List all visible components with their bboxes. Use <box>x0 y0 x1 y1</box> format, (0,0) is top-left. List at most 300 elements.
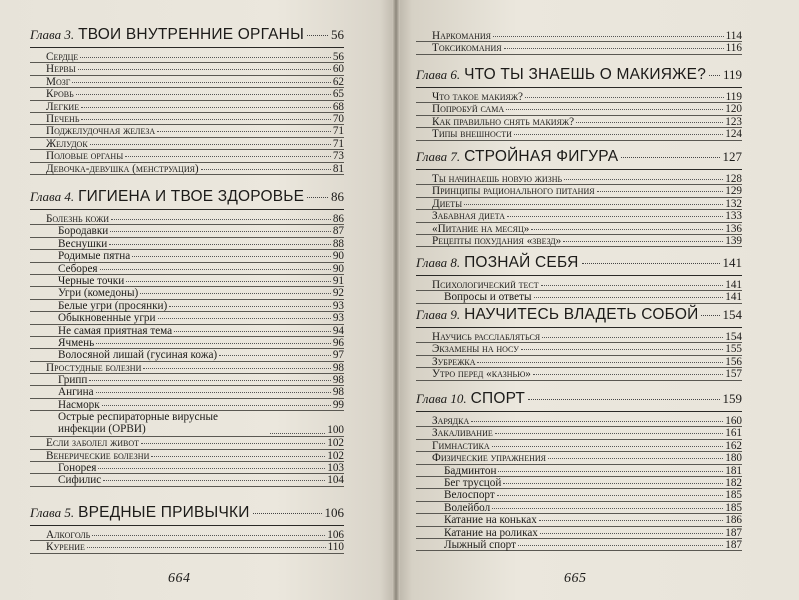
dot-leader <box>90 144 331 145</box>
toc-entry-page: 86 <box>332 213 344 225</box>
toc-entry <box>30 138 344 150</box>
dot-leader <box>540 533 723 534</box>
toc-entry-page: 92 <box>332 287 344 300</box>
toc-entry <box>416 185 742 197</box>
toc-entry-label: Желудок <box>46 137 88 150</box>
toc-entry-page: 132 <box>725 197 742 210</box>
dot-leader <box>80 57 330 58</box>
toc-entry-label: Физические упражнения <box>432 452 546 465</box>
toc-entry <box>30 101 344 113</box>
toc-entry-page: 133 <box>725 210 742 223</box>
chapter-block <box>30 26 344 175</box>
chapter-prefix: Глава 7. <box>416 149 461 164</box>
toc-entry-label: Лыжный спорт <box>444 538 517 551</box>
toc-entry-label: Нервы <box>46 63 76 76</box>
left-page <box>0 0 396 600</box>
toc-entry <box>416 539 742 551</box>
dot-leader <box>102 405 331 406</box>
toc-entry-page: 120 <box>725 103 742 116</box>
toc-entry-label: Насморк <box>58 398 100 411</box>
dot-leader <box>701 315 719 316</box>
toc-entry-label: Алкоголь <box>46 529 91 541</box>
toc-entry-page: 87 <box>332 225 344 238</box>
toc-entry <box>30 88 344 100</box>
dot-leader <box>477 362 723 363</box>
chapter-heading <box>30 188 344 210</box>
dot-leader <box>307 35 328 36</box>
chapter-block <box>30 188 344 487</box>
toc-entry-page: 139 <box>725 234 742 247</box>
left-page-number: 664 <box>168 571 191 586</box>
toc-entry <box>416 235 742 247</box>
toc-entry-page: 114 <box>725 30 742 42</box>
toc-entry-page: 60 <box>332 63 344 76</box>
toc-entry-page: 124 <box>725 128 742 141</box>
toc-entry-label: Сифилис <box>58 474 102 487</box>
toc-entry-page: 128 <box>725 173 742 185</box>
toc-entry-page: 141 <box>725 291 742 304</box>
dot-leader <box>495 433 723 434</box>
toc-entry <box>416 291 742 303</box>
toc-entry-label: Утро перед «казнью» <box>432 368 531 381</box>
toc-entry <box>416 440 742 452</box>
toc-entry-label: Острые респираторные вирусные инфекции (ОРВИ) <box>58 411 218 436</box>
chapter-page: 159 <box>722 391 742 406</box>
toc-entry-page: 104 <box>327 474 344 487</box>
toc-entry <box>416 198 742 210</box>
dot-leader <box>143 368 330 369</box>
toc-entry-label: Наркомания <box>432 30 492 42</box>
toc-entry-label: Рецепты похудания «звезд» <box>432 234 562 247</box>
toc-entry-label: Принципы рационального питания <box>432 185 595 198</box>
chapter-heading <box>416 148 742 170</box>
toc-entry-page: 90 <box>332 262 344 275</box>
toc-entry-page: 129 <box>725 185 742 198</box>
toc-entry <box>30 287 344 299</box>
toc-entry <box>30 411 344 437</box>
toc-entry <box>30 300 344 312</box>
dot-leader <box>96 392 331 393</box>
dot-leader <box>140 293 331 294</box>
dot-leader <box>307 197 328 198</box>
chapter-block <box>30 504 344 554</box>
toc-entry <box>416 368 742 380</box>
dot-leader <box>270 433 325 434</box>
toc-entry-page: 187 <box>725 538 742 551</box>
toc-entry <box>30 399 344 411</box>
dot-leader <box>169 306 331 307</box>
toc-entry <box>30 337 344 349</box>
chapter-prefix: Глава 6. <box>416 67 461 82</box>
right-page <box>396 0 799 600</box>
chapter-heading <box>416 66 742 88</box>
toc-entry <box>416 465 742 477</box>
toc-entry <box>30 76 344 88</box>
dot-leader <box>534 297 724 298</box>
toc-entry-label: Типы внешности <box>432 128 512 141</box>
chapter-prefix: Глава 4. <box>30 189 75 204</box>
chapter-heading <box>30 26 344 48</box>
toc-entry-page: 88 <box>332 237 344 250</box>
toc-entry-page: 161 <box>725 427 742 440</box>
toc-entry-label: Ячмень <box>58 336 95 349</box>
toc-entry <box>30 450 344 462</box>
toc-entry-page: 93 <box>332 299 344 312</box>
chapter-prefix: Глава 5. <box>30 505 75 520</box>
toc-entry <box>30 263 344 275</box>
chapter-block <box>416 148 742 247</box>
chapter-title: ТВОИ ВНУТРЕННИЕ ОРГАНЫ <box>78 26 304 43</box>
toc-entry <box>30 51 344 63</box>
toc-entry-page: 102 <box>327 437 344 450</box>
toc-entry <box>30 113 344 125</box>
toc-entry <box>30 349 344 361</box>
toc-entry-page: 156 <box>725 355 742 368</box>
toc-entry <box>30 325 344 337</box>
dot-leader <box>92 535 325 536</box>
dot-leader <box>219 355 331 356</box>
dot-leader <box>110 231 331 232</box>
chapter-title: ВРЕДНЫЕ ПРИВЫЧКИ <box>78 504 250 521</box>
chapter-title: ПОЗНАЙ СЕБЯ <box>464 254 579 271</box>
toc-entry-page: 100 <box>327 423 344 436</box>
chapter-title: СПОРТ <box>470 390 526 407</box>
toc-entry <box>30 312 344 324</box>
toc-entry <box>30 474 344 486</box>
toc-entry-label: Угри (комедоны) <box>58 287 139 300</box>
toc-entry-page: 180 <box>725 452 742 465</box>
dot-leader <box>253 513 322 514</box>
toc-entry-page: 62 <box>332 75 344 88</box>
toc-entry-label: Катание на коньках <box>444 514 537 527</box>
toc-entry-label: Белые угри (просянки) <box>58 299 168 312</box>
chapter-block <box>416 390 742 551</box>
dot-leader <box>597 191 724 192</box>
toc-entry <box>416 116 742 128</box>
chapter-title: ГИГИЕНА И ТВОЕ ЗДОРОВЬЕ <box>78 188 305 205</box>
dot-leader <box>103 480 325 481</box>
chapter-title: ЧТО ТЫ ЗНАЕШЬ О МАКИЯЖЕ? <box>464 66 707 83</box>
chapter-block <box>416 306 742 381</box>
toc-entry-label: Себорея <box>58 262 98 275</box>
toc-entry-page: 65 <box>332 88 344 101</box>
chapter-title: СТРОЙНАЯ ФИГУРА <box>464 148 619 165</box>
toc-entry-label: Грипп <box>58 374 88 387</box>
dot-leader <box>506 109 723 110</box>
chapter-title: НАУЧИТЕСЬ ВЛАДЕТЬ СОБОЙ <box>464 306 699 323</box>
toc-entry-label: Забавная диета <box>432 210 506 223</box>
toc-entry-page: 186 <box>725 514 742 527</box>
toc-entry-page: 106 <box>327 529 344 541</box>
dot-leader <box>87 547 326 548</box>
dot-leader <box>521 349 723 350</box>
toc-entry-page: 98 <box>332 361 344 374</box>
dot-leader <box>621 157 719 158</box>
dot-leader <box>492 446 724 447</box>
toc-entry <box>416 502 742 514</box>
toc-entry <box>30 386 344 398</box>
chapter-prefix: Глава 9. <box>416 307 461 322</box>
dot-leader <box>98 468 325 469</box>
dot-leader <box>492 508 723 509</box>
dot-leader <box>464 204 723 205</box>
chapter-page: 86 <box>331 189 344 204</box>
chapter-heading <box>30 504 344 526</box>
toc-entry <box>416 223 742 235</box>
toc-entry-label: Сердце <box>46 51 79 63</box>
toc-entry <box>416 356 742 368</box>
toc-entry-label: Если заболел живот <box>46 437 140 450</box>
dot-leader <box>100 269 331 270</box>
toc-entry <box>416 427 742 439</box>
toc-entry-page: 157 <box>725 368 742 381</box>
dot-leader <box>514 134 723 135</box>
toc-entry-label: Бег трусцой <box>444 476 502 489</box>
toc-entry-page: 91 <box>332 274 344 287</box>
toc-entry <box>30 275 344 287</box>
dot-leader <box>576 122 723 123</box>
toc-entry-page: 81 <box>332 162 344 175</box>
toc-entry-page: 185 <box>725 489 742 502</box>
toc-entry-page: 187 <box>725 526 742 539</box>
chapter-page: 154 <box>722 307 742 322</box>
chapter-page: 127 <box>722 149 742 164</box>
dot-leader <box>548 458 723 459</box>
chapter-block <box>416 66 742 141</box>
toc-entry-label: Не самая приятная тема <box>58 324 173 337</box>
toc-entry-page: 162 <box>725 439 742 452</box>
dot-leader <box>493 36 724 37</box>
toc-entry <box>30 362 344 374</box>
toc-entry-label: Поджелудочная железа <box>46 125 156 138</box>
dot-leader <box>518 545 723 546</box>
toc-entry <box>30 63 344 75</box>
toc-entry-label: Венерические болезни <box>46 449 150 462</box>
toc-entry-label: Мозг <box>46 75 71 88</box>
dot-leader <box>76 94 331 95</box>
dot-leader <box>141 443 325 444</box>
dot-leader <box>563 241 723 242</box>
toc-entry-label: Родимые пятна <box>58 250 131 263</box>
dot-leader <box>564 179 723 180</box>
toc-entry-page: 116 <box>725 42 742 55</box>
toc-entry <box>416 489 742 501</box>
toc-entry <box>416 331 742 343</box>
toc-entry-label: Экзамены на носу <box>432 343 519 356</box>
dot-leader <box>201 169 331 170</box>
toc-entry-page: 160 <box>725 415 742 427</box>
toc-entry <box>30 250 344 262</box>
toc-entry <box>416 452 742 464</box>
toc-entry-page: 182 <box>725 476 742 489</box>
chapter-prefix: Глава 10. <box>416 391 467 406</box>
toc-entry-label: Токсикомания <box>432 42 502 55</box>
chapter-prefix: Глава 3. <box>30 27 75 42</box>
toc-entry-page: 96 <box>332 336 344 349</box>
toc-entry-page: 123 <box>725 115 742 128</box>
toc-entry-label: Как правильно снять макияж? <box>432 115 575 128</box>
toc-entry <box>30 462 344 474</box>
toc-entry-label: Кровь <box>46 88 74 101</box>
dot-leader <box>471 421 723 422</box>
dot-leader <box>174 331 331 332</box>
toc-entry-label: Девочка-девушка (менструация) <box>46 162 199 175</box>
toc-entry-page: 56 <box>332 51 344 63</box>
dot-leader <box>531 229 723 230</box>
dot-leader <box>497 495 723 496</box>
toc-entry-label: Гимнастика <box>432 439 490 452</box>
toc-entry-page: 110 <box>327 541 344 554</box>
dot-leader <box>507 216 723 217</box>
toc-entry-label: Ты начинаешь новую жизнь <box>432 173 563 185</box>
toc-entry-label: Обыкновенные угри <box>58 312 156 325</box>
toc-entry-label: Простудные болезни <box>46 361 142 374</box>
dot-leader <box>109 244 331 245</box>
dot-leader <box>125 156 331 157</box>
toc-entry <box>416 91 742 103</box>
toc-entry-page: 98 <box>332 374 344 387</box>
chapter-page: 119 <box>722 67 742 82</box>
toc-entry-label: Катание на роликах <box>444 526 538 539</box>
toc-entry-page: 102 <box>327 449 344 462</box>
dot-leader <box>72 82 330 83</box>
toc-entry-page: 73 <box>332 150 344 163</box>
toc-entry <box>416 103 742 115</box>
dot-leader <box>542 337 723 338</box>
toc-entry-page: 136 <box>725 222 742 235</box>
toc-entry-page: 90 <box>332 250 344 263</box>
toc-entry-label: Бородавки <box>58 225 109 238</box>
toc-entry-label: Вопросы и ответы <box>444 291 532 304</box>
toc-entry-page: 71 <box>332 125 344 138</box>
toc-entry-label: Что такое макияж? <box>432 91 523 103</box>
toc-entry-page: 185 <box>725 501 742 514</box>
toc-entry-page: 141 <box>725 279 742 291</box>
chapter-page: 141 <box>722 255 742 270</box>
dot-leader <box>96 343 331 344</box>
toc-entry-page: 181 <box>725 464 742 477</box>
toc-entry <box>30 541 344 553</box>
toc-entry <box>416 279 742 291</box>
toc-entry <box>30 125 344 137</box>
toc-entry-label: Научись расслабляться <box>432 331 541 343</box>
toc-entry-label: Ангина <box>58 386 94 399</box>
toc-entry-label: Попробуй сама <box>432 103 505 116</box>
toc-entry-label: Болезнь кожи <box>46 213 110 225</box>
toc-entry-label: Легкие <box>46 100 80 113</box>
chapter-block <box>416 254 742 304</box>
toc-entry-page: 94 <box>332 324 344 337</box>
toc-entry-page: 155 <box>725 343 742 356</box>
toc-entry <box>416 42 742 54</box>
dot-leader <box>503 483 723 484</box>
toc-entry-label: Велоспорт <box>444 489 495 502</box>
toc-entry <box>416 30 742 42</box>
toc-entry-label: Волейбол <box>444 501 491 514</box>
toc-entry <box>30 150 344 162</box>
dot-leader <box>81 107 331 108</box>
toc-entry-page: 68 <box>332 100 344 113</box>
dot-leader <box>533 374 723 375</box>
toc-entry-label: Закаливание <box>432 427 493 440</box>
toc-entry <box>416 128 742 140</box>
toc-entry-label: Волосяной лишай (гусиная кожа) <box>58 349 218 362</box>
chapter-page: 106 <box>324 505 344 520</box>
toc-entry-page: 98 <box>332 386 344 399</box>
toc-entry-label: «Питание на месяц» <box>432 222 530 235</box>
dot-leader <box>78 69 331 70</box>
chapter-heading <box>416 390 742 412</box>
toc-entry-label: Гонорея <box>58 462 97 475</box>
chapter-heading <box>416 306 742 328</box>
toc-entry <box>30 437 344 449</box>
dot-leader <box>709 75 720 76</box>
dot-leader <box>132 256 331 257</box>
dot-leader <box>151 456 325 457</box>
toc-entry-page: 119 <box>725 91 742 103</box>
toc-entry <box>416 343 742 355</box>
toc-entry-label: Курение <box>46 541 85 554</box>
toc-entry <box>30 225 344 237</box>
dot-leader <box>126 281 331 282</box>
toc-entry <box>416 514 742 526</box>
toc-entry-page: 154 <box>725 331 742 343</box>
toc-entry <box>30 529 344 541</box>
dot-leader <box>528 399 719 400</box>
toc-entry <box>416 173 742 185</box>
toc-entry-page: 97 <box>332 349 344 362</box>
toc-entry-label: Веснушки <box>58 237 108 250</box>
toc-entry <box>416 415 742 427</box>
toc-entry-label: Зарядка <box>432 415 470 427</box>
dot-leader <box>158 318 331 319</box>
toc-entry <box>30 238 344 250</box>
toc-entry-page: 93 <box>332 312 344 325</box>
dot-leader <box>541 285 724 286</box>
dot-leader <box>504 48 724 49</box>
toc-entry-label: Психологический тест <box>432 279 539 291</box>
toc-entry <box>30 213 344 225</box>
dot-leader <box>582 263 720 264</box>
toc-entry <box>416 210 742 222</box>
toc-entry <box>30 163 344 175</box>
toc-entry <box>30 374 344 386</box>
toc-entry-label: Зубрежка <box>432 355 476 368</box>
continued-entries <box>416 30 742 55</box>
book-gutter <box>392 0 400 600</box>
toc-entry-page: 99 <box>332 398 344 411</box>
dot-leader <box>498 471 723 472</box>
dot-leader <box>539 520 723 521</box>
toc-entry-label: Черные точки <box>58 274 125 287</box>
toc-entry-page: 103 <box>327 462 344 475</box>
dot-leader <box>89 380 330 381</box>
dot-leader <box>157 131 331 132</box>
toc-entry-label: Печень <box>46 112 80 125</box>
toc-entry <box>416 527 742 539</box>
dot-leader <box>525 97 724 98</box>
dot-leader <box>81 119 330 120</box>
toc-entry-label: Половые органы <box>46 150 124 163</box>
chapter-page: 56 <box>331 27 344 42</box>
dot-leader <box>111 219 331 220</box>
toc-entry <box>416 477 742 489</box>
toc-entry-page: 71 <box>332 137 344 150</box>
chapter-prefix: Глава 8. <box>416 255 461 270</box>
toc-entry-label: Бадминтон <box>444 464 497 477</box>
toc-entry-label: Диеты <box>432 197 463 210</box>
toc-entry-page: 70 <box>332 112 344 125</box>
